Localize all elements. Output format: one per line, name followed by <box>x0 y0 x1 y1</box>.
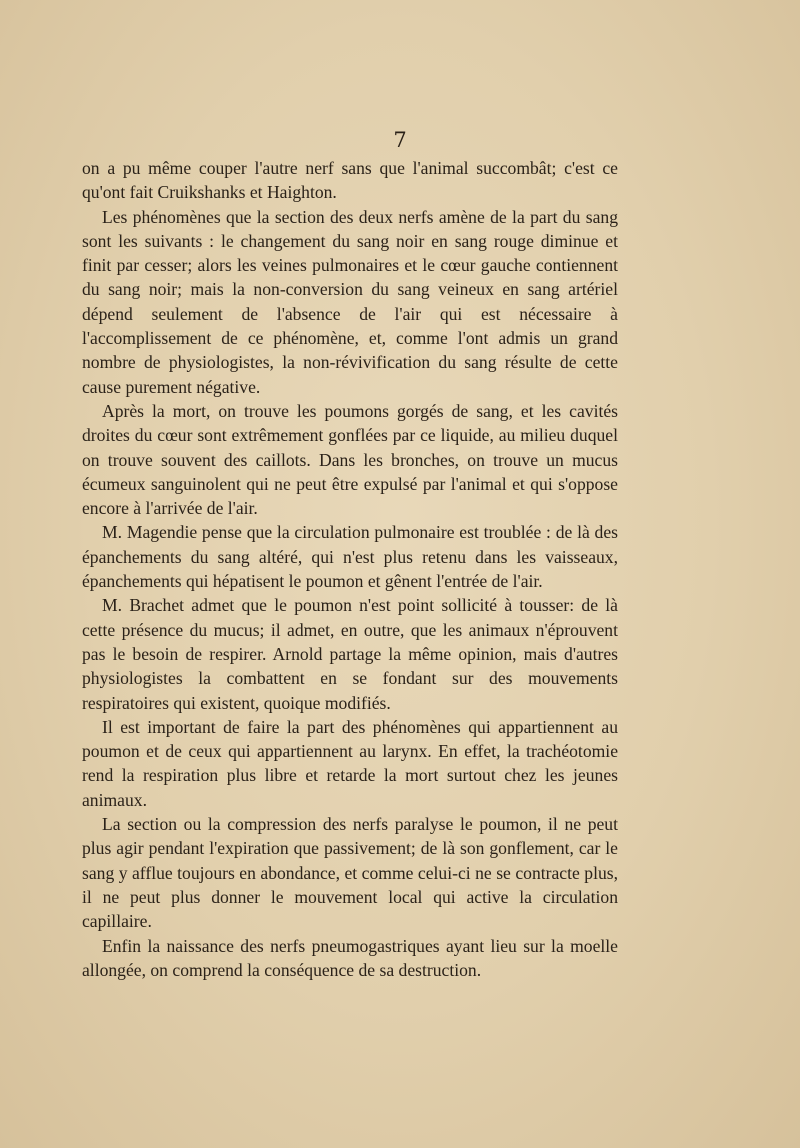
page-number: 7 <box>393 128 407 152</box>
paragraph-5: M. Brachet admet que le poumon n'est point sollicité à tousser: de là cette présence du mucus; il admet, en outre, que les animaux n'éprouvent pas le besoin de respirer. Arnold partage la même opinion, mais d'autres physiologistes la combattent en se fondant sur des mouvements respiratoires qui existent, quoique modifiés. <box>82 595 618 713</box>
paragraph-4: M. Magendie pense que la circulation pulmonaire est troublée : de là des épanchements du sang altéré, qui n'est plus retenu dans les vaisseaux, épanchements qui hépatisent le poumon et gênent l'entrée de l'air. <box>82 522 618 592</box>
paragraph-3: Après la mort, on trouve les poumons gorgés de sang, et les cavités droites du cœur sont extrêmement gonflées par ce liquide, au milieu duquel on trouve souvent des caillots. Dans les bronches, on trouve un mucus écumeux sanguinolent qui ne peut être expulsé par l'animal et qui s'oppose encore à l'arrivée de l'air. <box>82 400 618 519</box>
body-text <box>82 156 618 982</box>
paragraph-2: Les phénomènes que la section des deux nerfs amène de la part du sang sont les suivants : le changement du sang noir en sang rouge diminue et finit par cesser; alors les veines pulmonaires et le cœur gauche contiennent du sang noir; mais la non-conversion du sang veineux en sang artériel dépend seulement de l'absence de l'air qui est nécessaire à l'accomplissement de ce phénomène, et, comme l'ont admis un grand nombre de physiologistes, la non-révivification du sang résulte de cette cause purement négative. <box>82 206 618 397</box>
paragraph-6: Il est important de faire la part des phénomènes qui appartiennent au poumon et de ceux qui appartiennent au larynx. En effet, la trachéotomie rend la respiration plus libre et retarde la mort surtout chez les jeunes animaux. <box>82 716 618 810</box>
paragraph-7: La section ou la compression des nerfs paralyse le poumon, il ne peut plus agir pendant l'expiration que passivement; de là son gonflement, car le sang y afflue toujours en abondance, et comme celui-ci ne se contracte plus, il ne peut plus donner le mouvement local qui active la circulation capillaire. <box>82 814 618 932</box>
paragraph-8: Enfin la naissance des nerfs pneumogastriques ayant lieu sur la moelle allongée, on comprend la conséquence de sa destruction. <box>82 935 618 980</box>
paragraph-1: on a pu même couper l'autre nerf sans que l'animal succombât; c'est ce qu'ont fait Cruikshanks et Haighton. <box>82 158 618 203</box>
